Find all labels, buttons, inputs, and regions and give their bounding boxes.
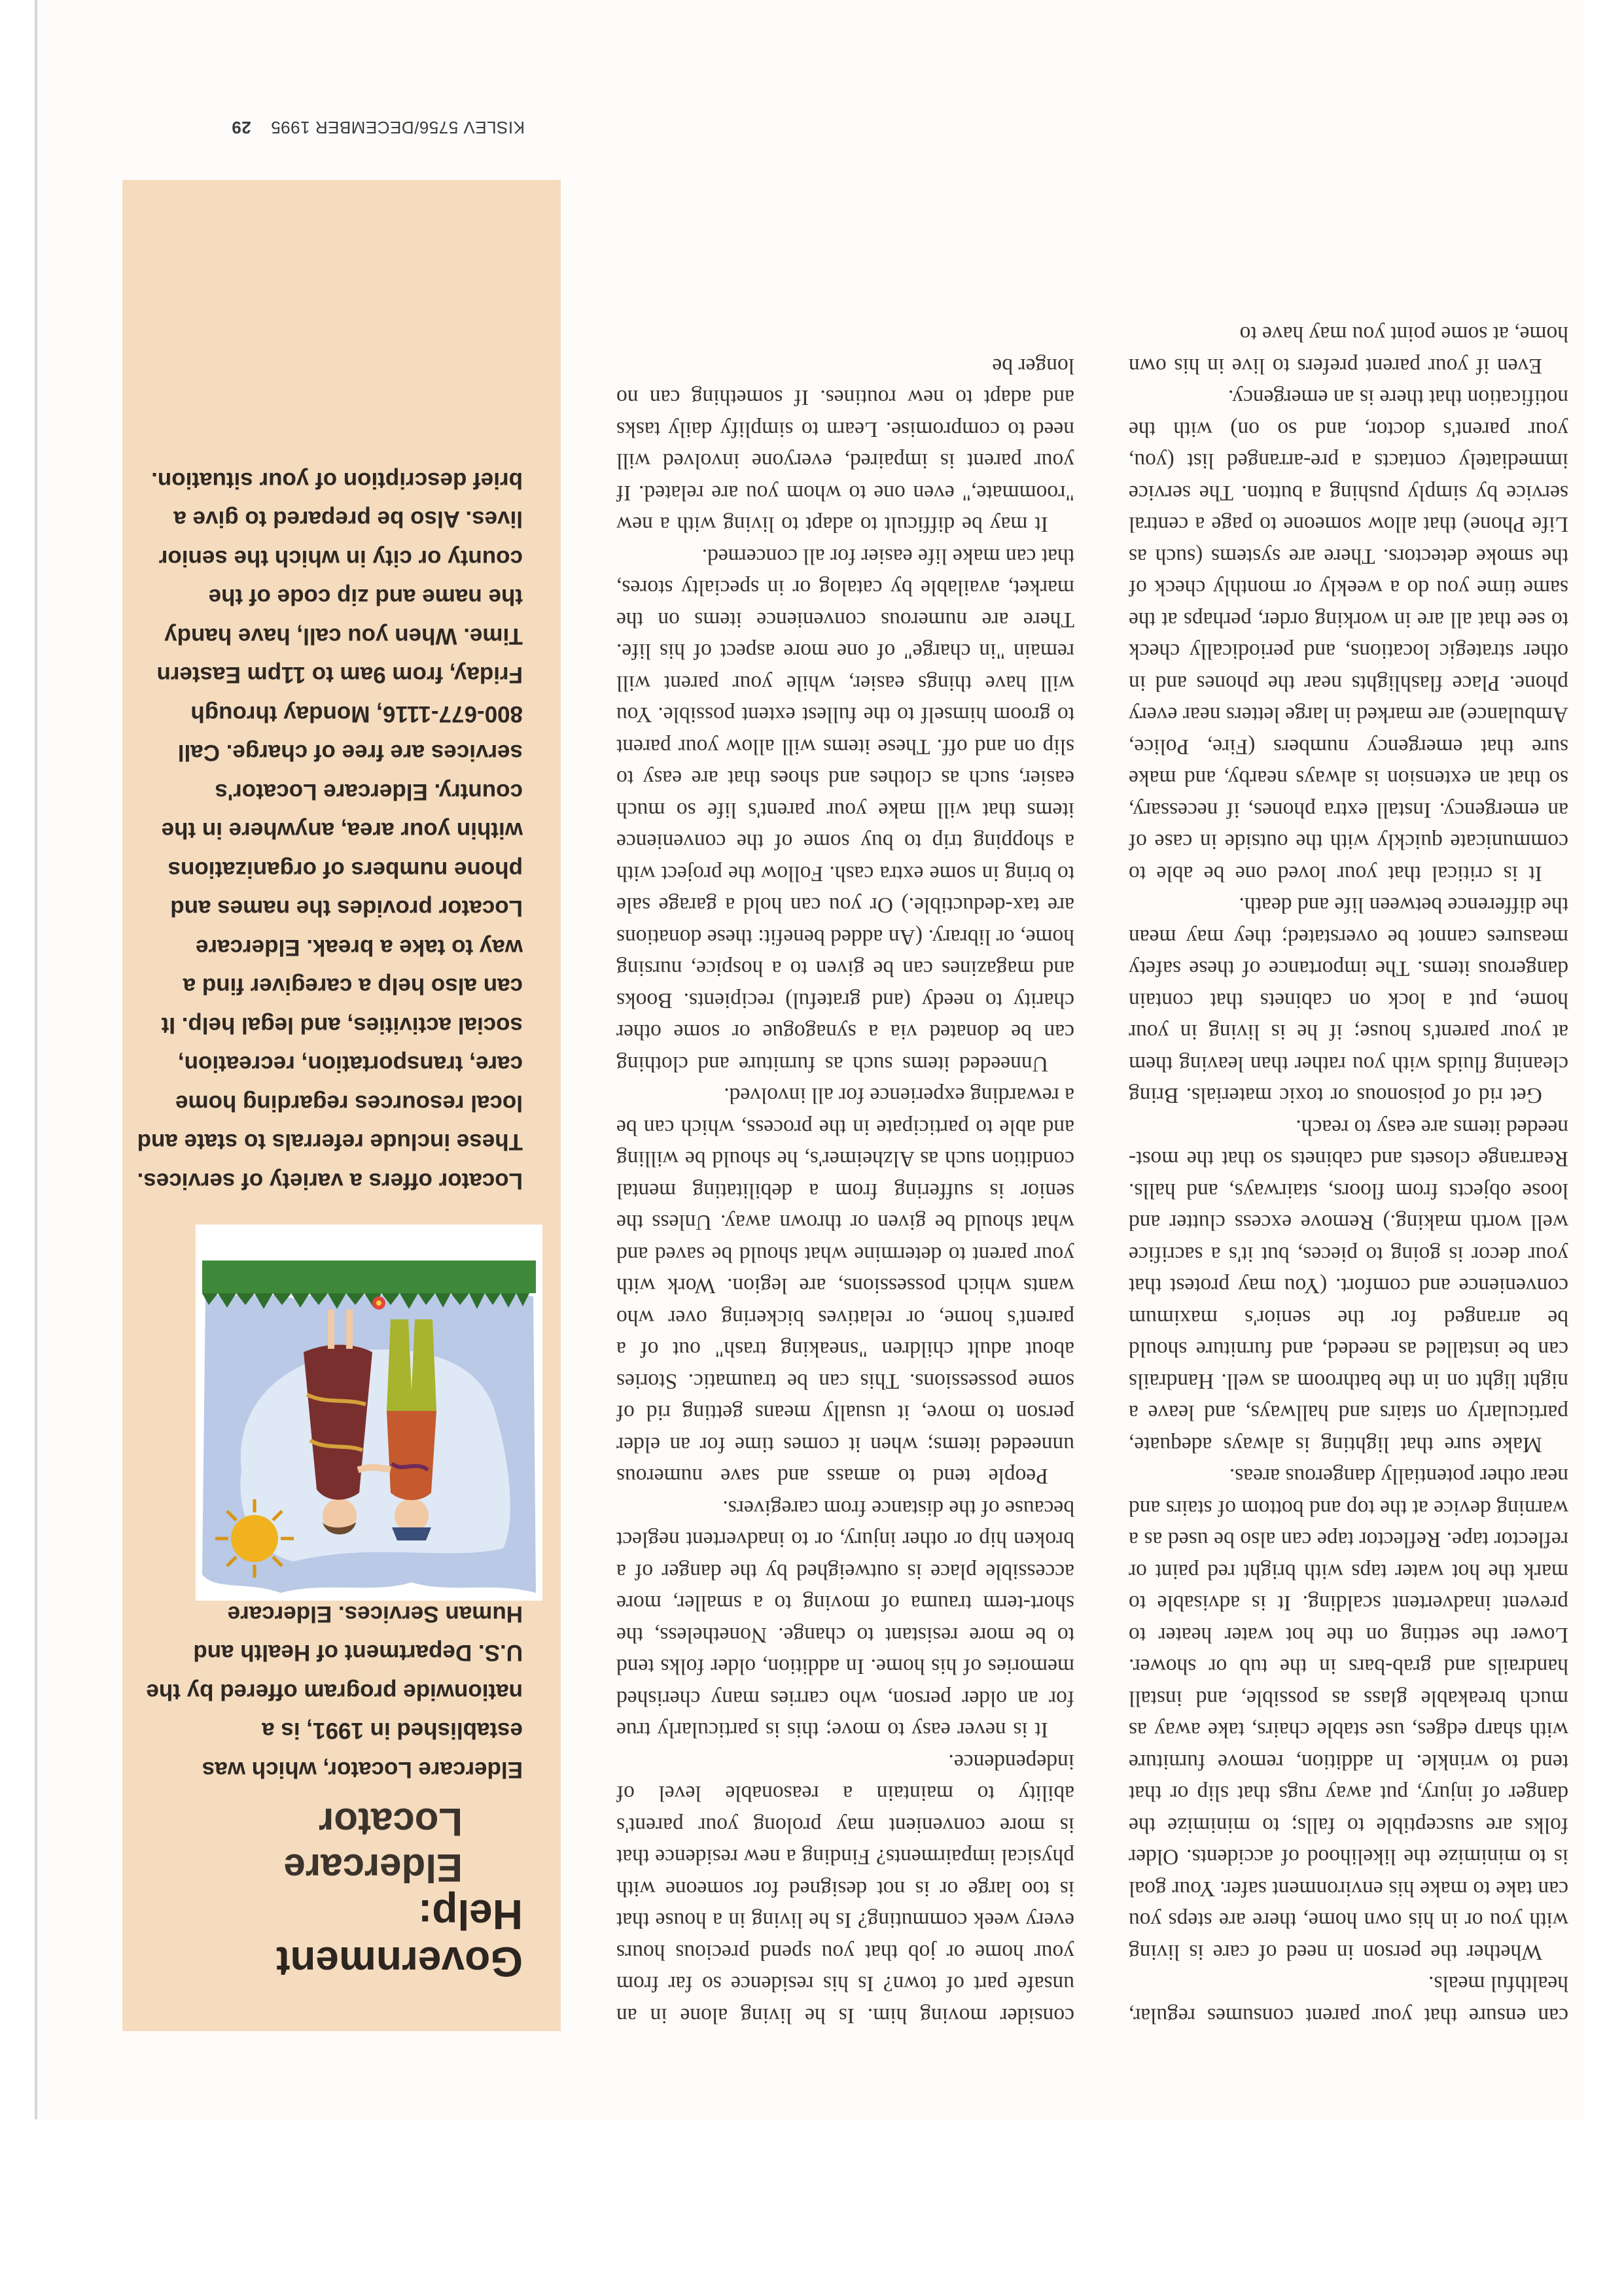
text-column-left [1129, 160, 1568, 2031]
body-paragraph: can ensure that your parent consumes regular, healthful meals. [1129, 1972, 1568, 2028]
sidebar-title-line: Government [276, 1938, 523, 1985]
sidebar-title [276, 1891, 523, 1985]
body-paragraph: It may be difficult to adapt to living with a new "roommate," even one to whom you are related. If your parent is impaired, everyone involved will need to compromise. Learn to simplify daily tasks and adapt to new routines. If something can no longer be [616, 354, 1074, 537]
body-paragraph: It is never easy to move; this is particularly true for an older person, who carries many cherished memories of his home. In addition, older folks tend to be more resistant to change. Nonetheless, the short-term trauma of moving to a smaller, more accessible place is outweighed by the danger of a broken hip or other injury, or to inadvertent neglect because of the distance from caregivers. [616, 1496, 1074, 1743]
body-paragraph: Make sure that lighting is always adequate, particularly on stairs and hallways, and leave a night light on in the bathroom as well. Handrails can be installed as needed, and furniture should be arranged for the senior's maximum convenience and comfort. (You may protest that your decor is going to pieces, but it's a sacrifice well worth making.) Remove excess clutter and loose objects from floors, stairways, and halls. Rearrange closets and cabinets so that the most-needed items are easy to reach. [1129, 1115, 1568, 1457]
body-paragraph: consider moving him. Is he living alone in an unsafe part of town? Is his residence so far from your home or job that you spend precious hours every week commuting? Is he living in a house that is too large or is not designed for someone with physical impairments? Finding a new residence that is more convenient may prolong your parent's ability to maintain a reasonable level of independence. [616, 1750, 1074, 2028]
held-hands [358, 1467, 391, 1470]
flower-center-icon [376, 1300, 381, 1306]
sidebar-subtitle-line: Eldercare [283, 1846, 463, 1890]
sidebar-subtitle [283, 1799, 463, 1890]
woman-leg [328, 1310, 334, 1349]
body-paragraph: It is critical that your loved one be able to communicate quickly with the outside in case of an emergency. Install extra phones, if necessary, so that an extension is always nearby, and make sure that emergency numbers (Fire, Police, Ambulance) are marked in large letters near every phone. Place flashlights near the phones and in other strategic locations, and periodically check to see that all are in working order, perhaps at the same time you do a weekly or monthly check of the smoke detectors. There are systems (such as Life Phone) that allow someone to page a central service by simply pushing a button. The service immediately contacts a pre-arranged list (you, your parent's doctor, and so on) with the notification that there is an emergency. [1129, 385, 1568, 886]
man-shirt [387, 1411, 436, 1500]
sidebar-paragraph: Locator offers a variety of services. These include referrals to state and local resources regarding home care, transportation, recreation, social activities, and legal help. It can also help a caregiver find a way to take a break. Eldercare Locator provides the names and phone numbers of organizations within your area, anywhere in the country. Eldercare Locator's services are free of charge. Call 800-677-1116, Monday through Friday, from 9am to 11pm Eastern Time. When you call, have handy the name and zip code of the county or city in which the senior lives. Also be prepared to give a brief description of your situation. [137, 468, 523, 1194]
body-paragraph: Even if your parent prefers to live in his own home, at some point you may have to [1129, 322, 1568, 378]
sidebar-paragraph: Eldercare Locator, which was established in 1991, is a nationwide program offered by the U.S. Department of Health and Human Services. Eldercare [146, 1601, 523, 1783]
issue-date: KISLEV 5756/DECEMBER 1995 [270, 118, 525, 137]
page-edge [35, 0, 37, 2119]
page-footer [232, 117, 525, 137]
eldercare-sidebar [122, 180, 561, 2031]
man-hat [392, 1527, 431, 1540]
text-column-middle [616, 160, 1074, 2031]
illustration-svg [196, 1225, 542, 1601]
illustration-elderly-couple [196, 1225, 542, 1601]
body-paragraph: Get rid of poisonous or toxic materials. Bring cleaning fluids with you rather than leaving them at your parent's house; if he is living in your home, put a lock on cabinets that contain dangerous items. The importance of these safety measures cannot be overstated; they may mean the difference between life and death. [1129, 893, 1568, 1108]
grass-strip [202, 1261, 536, 1293]
sidebar-title-line: Help: [418, 1891, 523, 1938]
sky-light [240, 1349, 510, 1561]
body-paragraph: Unneeded items such as furniture and clothing can be donated via a synagogue or some other charity to needy (and grateful) recipients. Books and magazines can be given to a hospice, nursing home, or library. (An added benefit: these donations are tax-deductible.) Or you can hold a garage sale to bring in some extra cash. Follow the project with a shopping trip to buy some of the convenience items that will make your parent's life so much easier, such as clothes and shoes that are easy to slip on and off. These items will allow your parent to groom himself to the fullest extent possible. You will have things easier, while your parent will remain "in charge" of one more aspect of his life. There are numerous convenience items on the market, available by catalog or in specialty stores, that can make life easier for all concerned. [616, 544, 1074, 1076]
body-paragraph: People tend to amass and save numerous unneeded items; when it comes time for an elder person to move, it usually means getting rid of some possessions. This can be traumatic. Stories about adult children "sneaking trash" out of a parent's home, or relatives bickering over who wants which possessions, are legion. Work with your parent to determine what should be saved and what should be given or thrown away. Unless the senior is suffering from a debilitating mental condition such as Alzheimer's, he should be willing and able to participate in the process, which can be a rewarding experience for all involved. [616, 1083, 1074, 1489]
page-number: 29 [231, 118, 251, 137]
sun-icon [231, 1515, 278, 1562]
woman-leg [346, 1310, 353, 1349]
sidebar-subtitle-line: Locator [318, 1800, 463, 1844]
body-paragraph: Whether the person in need of care is living with you or in his own home, there are steps you can take to make his environment safer. Your goal is to minimize the likelihood of accidents. Older folks are susceptible to falls; to minimize the danger of injury, put away rugs that slip or that tend to wrinkle. In addition, remove furniture with sharp edges, use stable chairs, take away as much breakable glass as possible, and install handrails and grab-bars in the tub or shower. Lower the setting on the hot water heater to prevent inadvertent scalding. It is advisable to mark the hot water taps with bright red paint or reflector tape. Reflector tape can also be used as a warning device at the top and bottom of stairs and near other potentially dangerous areas. [1129, 1464, 1568, 1964]
